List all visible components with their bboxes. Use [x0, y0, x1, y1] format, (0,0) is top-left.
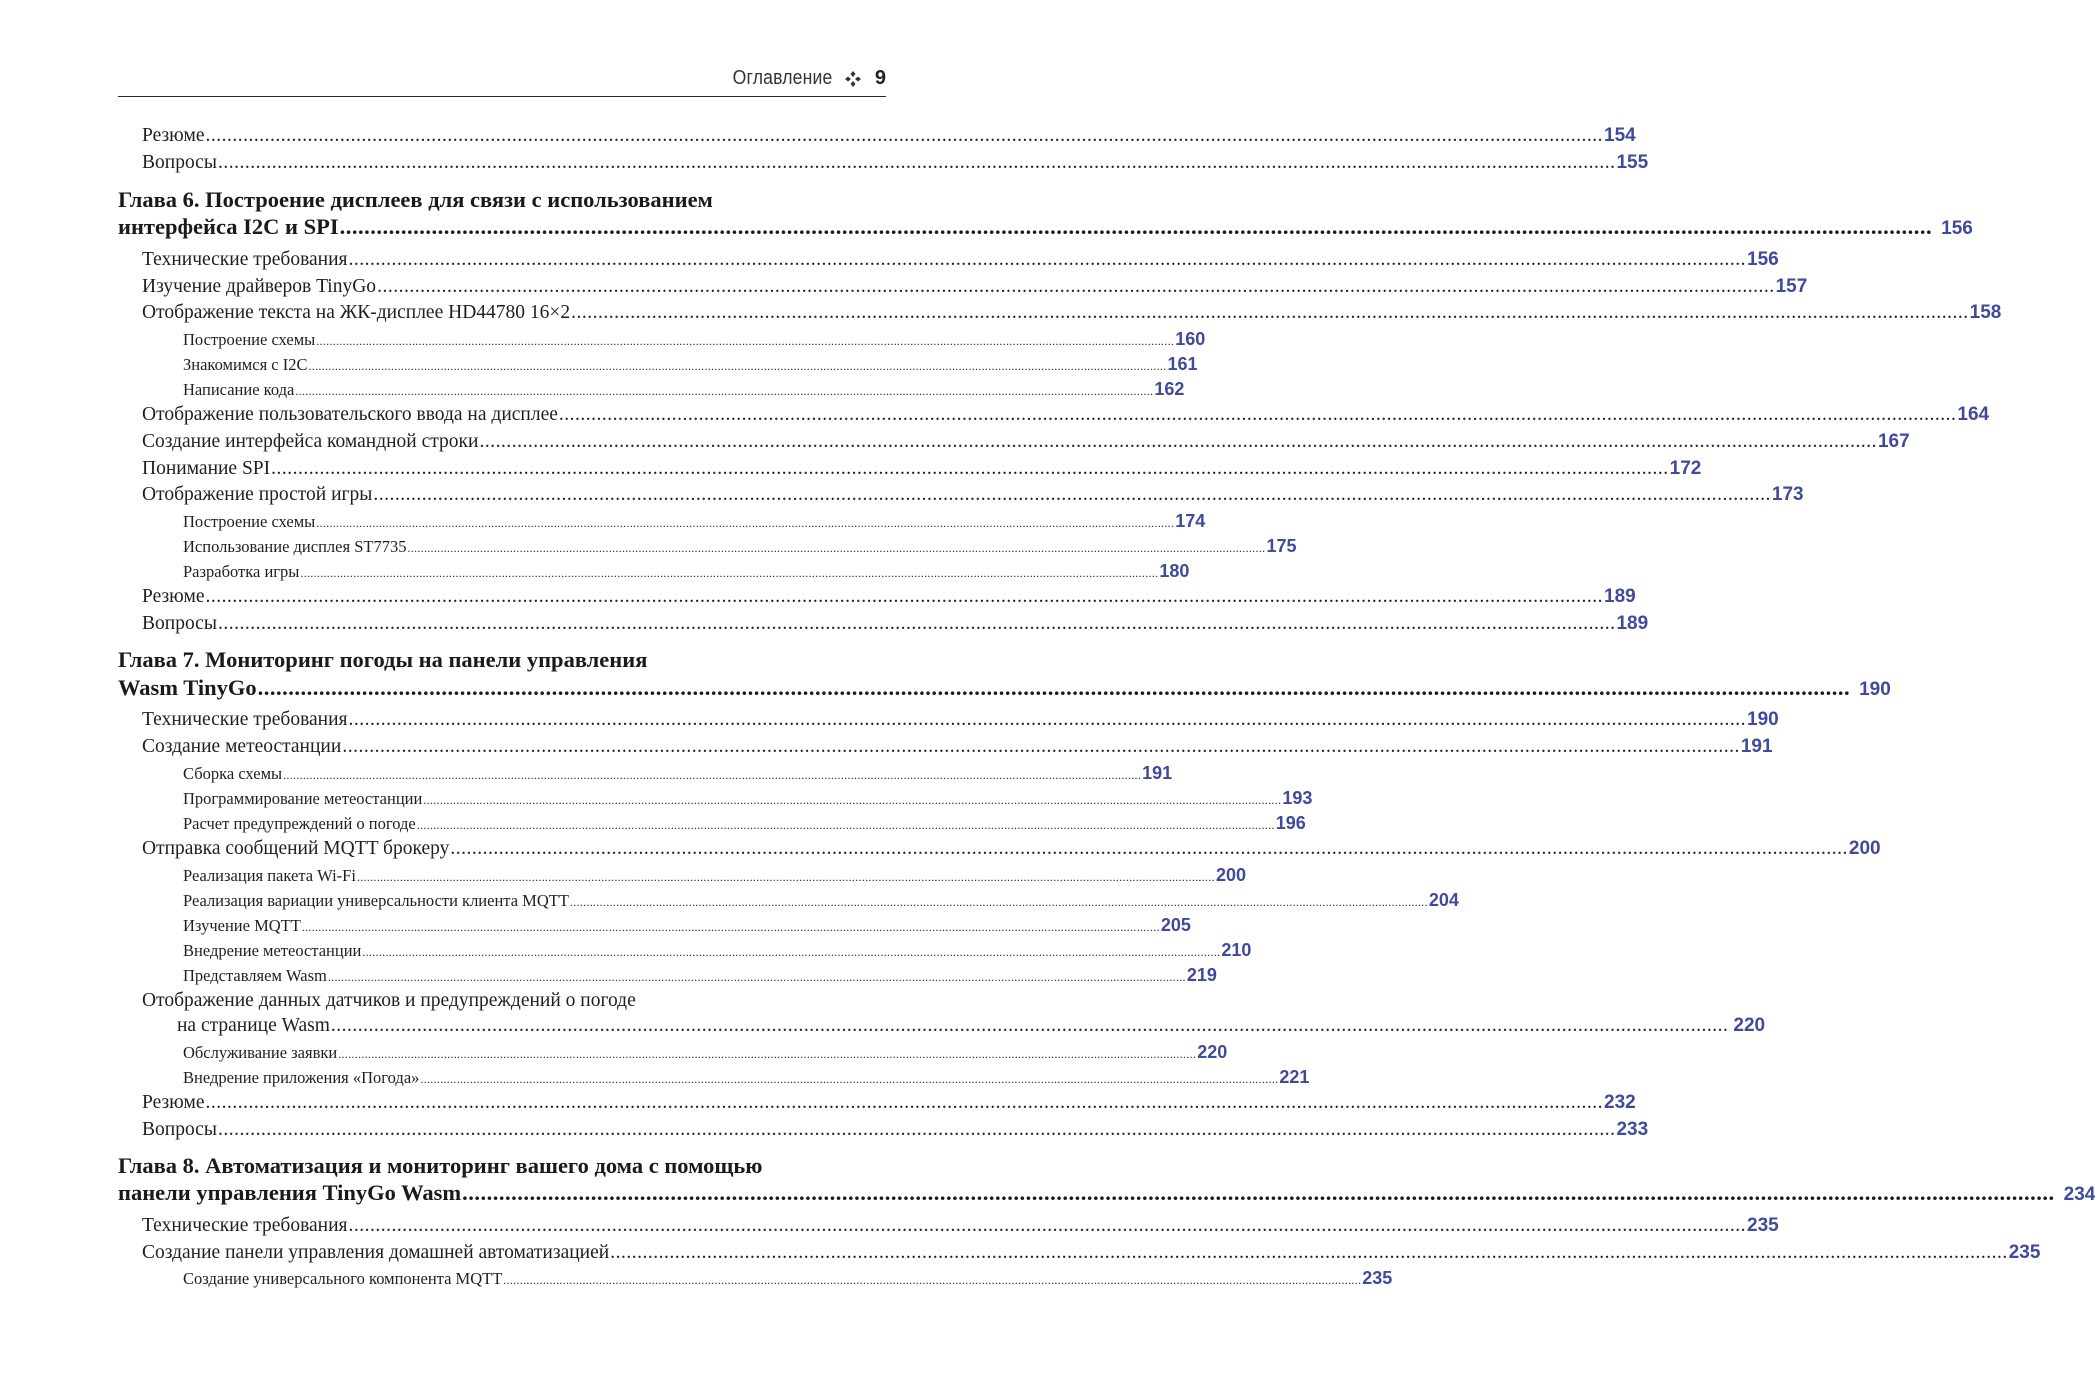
toc-subentry[interactable]	[183, 511, 1206, 532]
toc-entry[interactable]	[142, 1215, 1779, 1237]
toc-entry-page: 210	[1221, 940, 1252, 960]
toc-entry-title: Резюме	[142, 586, 205, 607]
dot-leader: ....................................................................................................................................................................................................................................................................	[338, 1047, 1197, 1061]
toc-entry-page: 200	[1215, 865, 1246, 885]
toc-entry-title: Технические требования	[142, 249, 348, 270]
toc-entry-title: Знакомимся с I2C	[183, 355, 308, 374]
toc-subentry[interactable]	[183, 788, 1313, 809]
header-page-number: 9	[874, 67, 886, 89]
toc-entry-title: Внедрение метеостанции	[183, 941, 362, 960]
toc-entry-title: Построение схемы	[183, 512, 316, 531]
toc-entry-page: 219	[1186, 965, 1217, 985]
toc-entry-title: Создание метеостанции	[142, 736, 342, 757]
dot-leader: ....................................................................................................................................................................................................................................................................	[205, 586, 1603, 607]
toc-entry-page: 232	[1604, 1092, 1636, 1113]
toc-entry-title: Отображение пользовательского ввода на дисплее	[142, 404, 558, 425]
toc-entry[interactable]	[142, 152, 1649, 174]
toc-entry-title: Обслуживание заявки	[183, 1043, 338, 1062]
toc-entry[interactable]	[142, 484, 1804, 506]
header-title: Оглавление	[732, 67, 833, 89]
toc-entry-title: Вопросы	[142, 613, 217, 634]
chapter-page: 156	[1941, 218, 1973, 239]
toc-subentry[interactable]	[183, 561, 1190, 582]
toc-entry[interactable]	[142, 431, 1910, 453]
toc-entry[interactable]	[142, 458, 1702, 480]
dot-leader: ....................................................................................................................................................................................................................................................................	[300, 566, 1159, 580]
toc-entry[interactable]	[142, 709, 1779, 731]
toc-entry-page: 221	[1279, 1067, 1310, 1087]
dot-leader: ....................................................................................................................................................................................................................................................................	[316, 516, 1175, 530]
chapter-title: панели управления TinyGo Wasm	[118, 1180, 462, 1205]
dot-leader: ....................................................................................................................................................................................................................................................................	[416, 818, 1275, 832]
dot-leader: ....................................................................................................................................................................................................................................................................	[257, 675, 1851, 700]
toc-entry-title: Разработка игры	[183, 562, 300, 581]
chapter-8-heading[interactable]	[118, 1180, 2095, 1206]
toc-entry-page: 204	[1428, 890, 1459, 910]
dot-leader: ....................................................................................................................................................................................................................................................................	[503, 1273, 1362, 1287]
toc-subentry[interactable]	[183, 763, 1173, 784]
chapter-7-heading[interactable]	[118, 675, 1891, 701]
toc-subentry[interactable]	[183, 965, 1217, 986]
toc-entry-title: Создание интерфейса командной строки	[142, 431, 479, 452]
toc-entry[interactable]	[142, 838, 1881, 860]
toc-entry-title: Технические требования	[142, 1215, 348, 1236]
dot-leader: ....................................................................................................................................................................................................................................................................	[330, 1015, 1729, 1036]
toc-entry-title: Реализация вариации универсальности клиента MQTT	[183, 891, 569, 910]
toc-subentry[interactable]	[183, 915, 1191, 936]
toc-entry-page: 172	[1669, 458, 1702, 479]
toc-subentry[interactable]	[183, 813, 1306, 834]
dot-leader: ....................................................................................................................................................................................................................................................................	[295, 384, 1154, 398]
toc-entry-title: Резюме	[142, 125, 205, 146]
toc-entry-title: Создание панели управления домашней автоматизацией	[142, 1242, 610, 1263]
chapter-page: 190	[1859, 679, 1891, 700]
toc-subentry[interactable]	[183, 1268, 1393, 1289]
chapter-6-title-line1[interactable]: Глава 6. Построение дисплеев для связи с использованием	[118, 187, 713, 212]
toc-entry[interactable]	[142, 613, 1649, 635]
toc-entry-title: Расчет предупреждений о погоде	[183, 814, 416, 833]
chapter-title: Wasm TinyGo	[118, 675, 257, 700]
dot-leader: ....................................................................................................................................................................................................................................................................	[316, 334, 1175, 348]
dot-leader: ....................................................................................................................................................................................................................................................................	[462, 1180, 2055, 1205]
toc-entry-title: Отправка сообщений MQTT брокеру	[142, 838, 450, 859]
chapter-page: 234	[2063, 1184, 2095, 1205]
dot-leader: ....................................................................................................................................................................................................................................................................	[301, 920, 1160, 934]
toc-entry-page: 196	[1275, 813, 1306, 833]
dot-leader: ....................................................................................................................................................................................................................................................................	[327, 970, 1186, 984]
toc-subentry[interactable]	[183, 940, 1252, 961]
dot-leader: ....................................................................................................................................................................................................................................................................	[450, 838, 1848, 859]
toc-entry-page: 156	[1747, 249, 1779, 270]
toc-entry-title: Представляем Wasm	[183, 966, 327, 985]
toc-entry-title: Создание универсального компонента MQTT	[183, 1269, 503, 1288]
dot-leader: ....................................................................................................................................................................................................................................................................	[571, 302, 1969, 323]
toc-entry[interactable]	[142, 1092, 1636, 1114]
dot-leader: ....................................................................................................................................................................................................................................................................	[348, 709, 1747, 730]
chapter-8-title-line1[interactable]: Глава 8. Автоматизация и мониторинг вашего дома с помощью	[118, 1153, 763, 1178]
dot-leader: ....................................................................................................................................................................................................................................................................	[217, 152, 1616, 173]
toc-entry-page: 155	[1616, 152, 1649, 173]
toc-entry-title: Резюме	[142, 1092, 205, 1113]
toc-entry-page: 233	[1616, 1119, 1649, 1140]
toc-entry-page: 235	[1362, 1268, 1393, 1288]
toc-entry-multiline-line1[interactable]: Отображение данных датчиков и предупреждений о погоде	[142, 990, 636, 1011]
dot-leader: ....................................................................................................................................................................................................................................................................	[373, 484, 1771, 505]
toc-entry[interactable]	[142, 404, 1990, 426]
toc-entry[interactable]	[142, 249, 1779, 271]
toc-entry-page: 189	[1616, 613, 1649, 634]
toc-entry[interactable]	[142, 276, 1808, 298]
toc-entry-title: Построение схемы	[183, 330, 316, 349]
toc-entry-page: 193	[1282, 788, 1313, 808]
dot-leader: ....................................................................................................................................................................................................................................................................	[205, 1092, 1603, 1113]
dot-leader: ....................................................................................................................................................................................................................................................................	[479, 431, 1877, 452]
toc-entry-page: 154	[1604, 125, 1636, 146]
dot-leader: ....................................................................................................................................................................................................................................................................	[610, 1242, 2008, 1263]
dot-leader: ....................................................................................................................................................................................................................................................................	[558, 404, 1957, 425]
toc-entry-page: 167	[1877, 431, 1910, 452]
dot-leader: ....................................................................................................................................................................................................................................................................	[271, 458, 1669, 479]
toc-entry-title: Отображение простой игры	[142, 484, 373, 505]
toc-subentry[interactable]	[183, 354, 1198, 375]
dot-leader: ....................................................................................................................................................................................................................................................................	[339, 214, 1933, 239]
toc-entry-page: 161	[1167, 354, 1198, 374]
toc-entry-page: 235	[2008, 1242, 2041, 1263]
toc-subentry[interactable]	[183, 379, 1185, 400]
dot-leader: ....................................................................................................................................................................................................................................................................	[217, 1119, 1616, 1140]
toc-entry-title: Программирование метеостанции	[183, 789, 423, 808]
toc-entry[interactable]	[142, 736, 1773, 758]
toc-subentry[interactable]	[183, 865, 1246, 886]
chapter-6-heading[interactable]	[118, 214, 1973, 240]
toc-entry-page: 180	[1159, 561, 1190, 581]
toc-entry-title: Написание кода	[183, 380, 295, 399]
toc-entry-page: 157	[1775, 276, 1808, 297]
chapter-7-title-line1[interactable]: Глава 7. Мониторинг погоды на панели управления	[118, 647, 648, 672]
dot-leader: ....................................................................................................................................................................................................................................................................	[348, 1215, 1747, 1236]
toc-entry[interactable]	[142, 302, 2002, 324]
toc-subentry[interactable]	[183, 1042, 1228, 1063]
toc-entry-page: 158	[1969, 302, 2002, 323]
toc-entry-page: 164	[1957, 404, 1990, 425]
toc-entry-title: Сборка схемы	[183, 764, 283, 783]
dot-leader: ....................................................................................................................................................................................................................................................................	[217, 613, 1616, 634]
toc-entry-title: Изучение MQTT	[183, 916, 301, 935]
toc-entry-title: на странице Wasm	[177, 1015, 330, 1036]
dot-leader: ....................................................................................................................................................................................................................................................................	[308, 359, 1167, 373]
toc-entry-multiline[interactable]	[177, 1015, 1766, 1037]
chapter-title: интерфейса I2C и SPI	[118, 214, 339, 239]
toc-entry-title: Внедрение приложения «Погода»	[183, 1068, 420, 1087]
toc-entry[interactable]	[142, 1242, 2041, 1264]
dot-leader: ....................................................................................................................................................................................................................................................................	[377, 276, 1775, 297]
toc-subentry[interactable]	[183, 329, 1206, 350]
toc-subentry[interactable]	[183, 890, 1459, 911]
dot-leader: ....................................................................................................................................................................................................................................................................	[342, 736, 1740, 757]
dot-leader: ....................................................................................................................................................................................................................................................................	[407, 541, 1266, 555]
toc-entry-page: 235	[1747, 1215, 1779, 1236]
dot-leader: ....................................................................................................................................................................................................................................................................	[423, 793, 1282, 807]
toc-entry-page: 200	[1848, 838, 1881, 859]
toc-entry-page: 205	[1160, 915, 1191, 935]
toc-entry-title: Изучение драйверов TinyGo	[142, 276, 377, 297]
toc-entry-page: 162	[1154, 379, 1185, 399]
dot-leader: ....................................................................................................................................................................................................................................................................	[356, 870, 1215, 884]
dot-leader: ....................................................................................................................................................................................................................................................................	[569, 895, 1428, 909]
toc-subentry[interactable]	[183, 536, 1297, 557]
toc-entry-page: 175	[1266, 536, 1297, 556]
toc-entry-page: 174	[1175, 511, 1206, 531]
toc-entry-page: 160	[1175, 329, 1206, 349]
toc-entry-page: 173	[1771, 484, 1804, 505]
toc-entry-page: 191	[1740, 736, 1773, 757]
dot-leader: ....................................................................................................................................................................................................................................................................	[420, 1072, 1279, 1086]
toc-entry-title: Отображение текста на ЖК-дисплее HD44780 16×2	[142, 302, 571, 323]
toc-entry-page: 190	[1747, 709, 1779, 730]
toc-entry-title: Понимание SPI	[142, 458, 271, 479]
toc-entry-page: 220	[1197, 1042, 1228, 1062]
toc-entry-title: Реализация пакета Wi-Fi	[183, 866, 356, 885]
dot-leader: ....................................................................................................................................................................................................................................................................	[362, 945, 1221, 959]
toc-entry-title: Вопросы	[142, 152, 217, 173]
toc-entry[interactable]	[142, 1119, 1649, 1141]
dot-leader: ....................................................................................................................................................................................................................................................................	[205, 125, 1603, 146]
toc-entry-page: 191	[1142, 763, 1173, 783]
toc-entry[interactable]	[142, 125, 1636, 147]
toc-entry-page: 220	[1733, 1015, 1766, 1036]
toc-entry[interactable]	[142, 586, 1636, 608]
dot-leader: ....................................................................................................................................................................................................................................................................	[283, 768, 1142, 782]
dot-leader: ....................................................................................................................................................................................................................................................................	[348, 249, 1747, 270]
toc-entry-title: Технические требования	[142, 709, 348, 730]
toc-subentry[interactable]	[183, 1067, 1310, 1088]
toc-entry-page: 189	[1604, 586, 1636, 607]
toc-entry-title: Использование дисплея ST7735	[183, 537, 407, 556]
toc-entry-title: Вопросы	[142, 1119, 217, 1140]
